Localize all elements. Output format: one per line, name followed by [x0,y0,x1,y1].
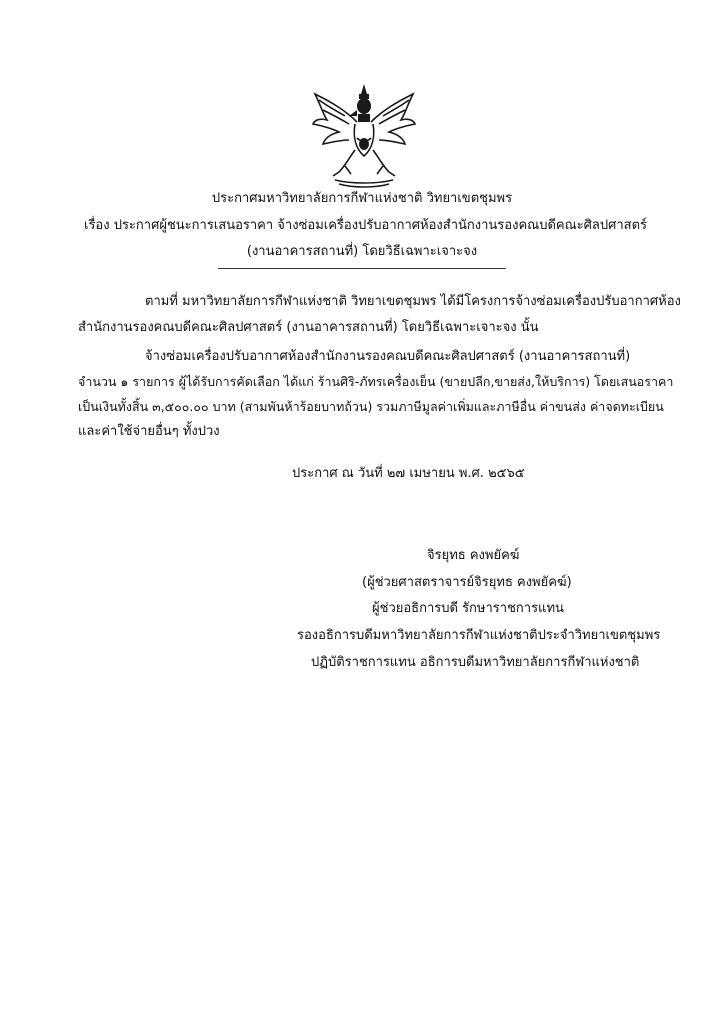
signer-position-3: ปฏิบัติราชการแทน อธิการบดีมหาวิทยาลัยการกีฬาแห่งชาติ [311,655,640,670]
signer-position-2: รองอธิการบดีมหาวิทยาลัยการกีฬาแห่งชาติประจำวิทยาเขตชุมพร [297,628,661,643]
announcement-title: ประกาศมหาวิทยาลัยการกีฬาแห่งชาติ วิทยาเขตชุมพร [211,191,513,206]
paragraph-2-line-3: เป็นเงินทั้งสิ้น ๓,๕๐๐.๐๐ บาท (สามพันห้าร้อยบาทถ้วน) รวมภาษีมูลค่าเพิ่มและภาษีอื่น ค่าขนส่ง ค่าจดทะเบียน [78,399,664,414]
paragraph-1-line-2: สำนักงานรองคณบดีคณะศิลปศาสตร์ (งานอาคารสถานที่) โดยวิธีเฉพาะเจาะจง นั้น [78,320,539,335]
paragraph-2-line-2: จำนวน ๑ รายการ ผู้ได้รับการคัดเลือก ได้แก่ ร้านศิริ-ภัทรเครื่องเย็น (ขายปลีก,ขายส่ง,ให้บริการ) โดยเสนอราคา [78,374,674,389]
subject-line-1: เรื่อง ประกาศผู้ชนะการเสนอราคา จ้างซ่อมเครื่องปรับอากาศห้องสำนักงานรองคณบดีคณะศิลปศาสตร์ [84,218,648,233]
signer-position-1: ผู้ช่วยอธิการบดี รักษาราชการแทน [372,601,564,616]
paragraph-2-line-1: จ้างซ่อมเครื่องปรับอากาศห้องสำนักงานรองคณบดีคณะศิลปศาสตร์ (งานอาคารสถานที่) [145,349,631,364]
signer-full-name: (ผู้ช่วยศาสตราจารย์จิรยุทธ คงพยัคฆ์) [362,575,572,590]
paragraph-2-line-4: และค่าใช้จ่ายอื่นๆ ทั้งปวง [78,424,220,439]
separator-rule [218,268,506,269]
paragraph-1-line-1: ตามที่ มหาวิทยาลัยการกีฬาแห่งชาติ วิทยาเขตชุมพร ได้มีโครงการจ้างซ่อมเครื่องปรับอากาศห้อง [145,294,681,309]
subject-line-2: (งานอาคารสถานที่) โดยวิธีเฉพาะเจาะจง [246,244,478,259]
announcement-date: ประกาศ ณ วันที่ ๒๗ เมษายน พ.ศ. ๒๕๖๕ [292,466,525,481]
signer-name: จิรยุทธ คงพยัคฆ์ [427,548,520,563]
garuda-emblem-icon [305,80,423,190]
